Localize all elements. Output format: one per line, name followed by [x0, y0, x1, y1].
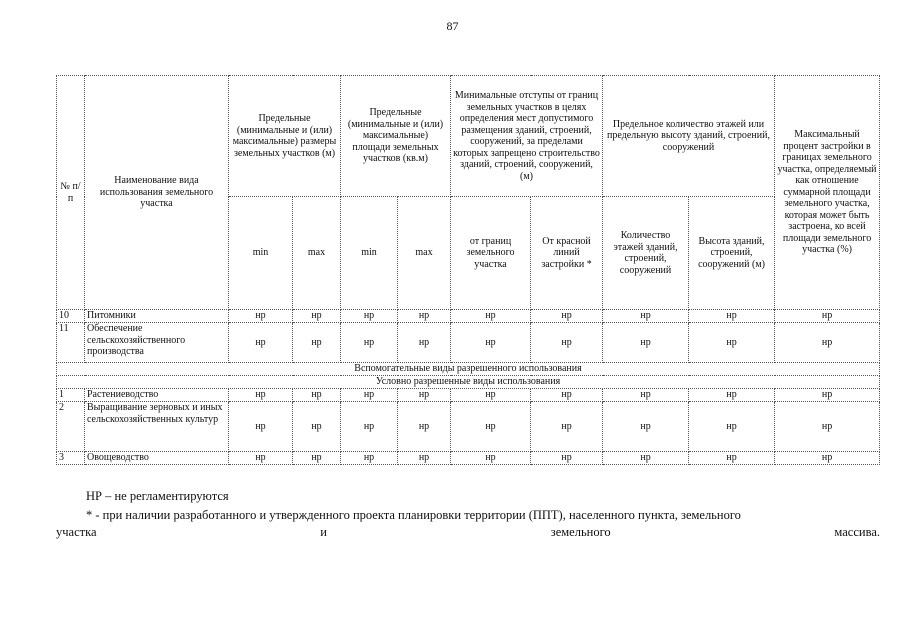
cell-value: нр: [603, 389, 689, 402]
header-area-max: max: [398, 197, 451, 310]
cell-value: нр: [689, 323, 775, 363]
header-setback-border: от границ земельного участка: [451, 197, 531, 310]
note-word: участка: [56, 525, 97, 539]
cell-value: нр: [531, 310, 603, 323]
cell-value: нр: [775, 310, 880, 323]
cell-value: нр: [229, 323, 293, 363]
row-num: 3: [57, 452, 85, 465]
cell-value: нр: [531, 389, 603, 402]
cell-value: нр: [451, 389, 531, 402]
header-area-min: min: [341, 197, 398, 310]
cell-value: нр: [398, 389, 451, 402]
row-num: 2: [57, 402, 85, 452]
cell-value: нр: [451, 323, 531, 363]
table-row: [57, 310, 880, 323]
note-word: массива.: [834, 525, 880, 539]
cell-value: нр: [398, 323, 451, 363]
header-setback: Минимальные отступы от границ земельных участков в целях определения мест допустимого размещения зданий, строений, сооружений, за пределами которых запрещено строительство зданий, строений, сооружений, (м): [451, 76, 603, 197]
cell-value: нр: [293, 402, 341, 452]
header-size-min: min: [229, 197, 293, 310]
cell-value: нр: [603, 452, 689, 465]
cell-value: нр: [229, 310, 293, 323]
cell-value: нр: [689, 310, 775, 323]
cell-value: нр: [689, 452, 775, 465]
cell-value: нр: [603, 402, 689, 452]
cell-value: нр: [775, 389, 880, 402]
header-size-max: max: [293, 197, 341, 310]
row-num: 10: [57, 310, 85, 323]
cell-value: нр: [398, 402, 451, 452]
cell-value: нр: [531, 323, 603, 363]
cell-value: нр: [689, 389, 775, 402]
cell-value: нр: [775, 323, 880, 363]
cell-value: нр: [229, 402, 293, 452]
cell-value: нр: [775, 452, 880, 465]
row-name: Растениеводство: [85, 389, 229, 402]
row-name: Питомники: [85, 310, 229, 323]
table-row: [57, 389, 880, 402]
row-num: 1: [57, 389, 85, 402]
cell-value: нр: [293, 310, 341, 323]
header-floors-count: Количество этажей зданий, строений, сооружений: [603, 197, 689, 310]
cell-value: нр: [341, 402, 398, 452]
section-conditional: Условно разрешенные виды использования: [57, 376, 880, 389]
section-row: [57, 363, 880, 376]
cell-value: нр: [229, 452, 293, 465]
note-asterisk-continuation: [56, 525, 880, 540]
cell-value: нр: [775, 402, 880, 452]
cell-value: нр: [293, 452, 341, 465]
regulations-table: [56, 75, 880, 465]
cell-value: нр: [341, 389, 398, 402]
note-word: и: [320, 525, 327, 539]
cell-value: нр: [451, 310, 531, 323]
section-auxiliary: Вспомогательные виды разрешенного использования: [57, 363, 880, 376]
header-floors: Предельное количество этажей или предельную высоту зданий, строений, сооружений: [603, 76, 775, 197]
row-name: Обеспечение сельскохозяйственного производства: [85, 323, 229, 363]
row-name: Овощеводство: [85, 452, 229, 465]
cell-value: нр: [603, 323, 689, 363]
header-num: № п/п: [57, 76, 85, 310]
table-row: [57, 452, 880, 465]
cell-value: нр: [531, 402, 603, 452]
cell-value: нр: [531, 452, 603, 465]
note-nr: НР – не регламентируются: [86, 489, 229, 503]
cell-value: нр: [603, 310, 689, 323]
note-word: земельного: [550, 525, 611, 539]
cell-value: нр: [341, 310, 398, 323]
header-setback-red: От красной линий застройки *: [531, 197, 603, 310]
header-area: Предельные (минимальные и (или) максимальные) площади земельных участков (кв.м): [341, 76, 451, 197]
header-size: Предельные (минимальные и (или) максимальные) размеры земельных участков (м): [229, 76, 341, 197]
row-num: 11: [57, 323, 85, 363]
header-name: Наименование вида использования земельного участка: [85, 76, 229, 310]
cell-value: нр: [341, 452, 398, 465]
cell-value: нр: [451, 402, 531, 452]
cell-value: нр: [293, 389, 341, 402]
cell-value: нр: [451, 452, 531, 465]
table-row: [57, 323, 880, 363]
table-row: [57, 402, 880, 452]
note-asterisk: * - при наличии разработанного и утвержденного проекта планировки территории (ППТ), населенного пункта, земельного: [86, 508, 741, 522]
cell-value: нр: [398, 310, 451, 323]
cell-value: нр: [689, 402, 775, 452]
page-number: 87: [446, 19, 459, 33]
header-floors-height: Высота зданий, строений, сооружений (м): [689, 197, 775, 310]
header-percent: Максимальный процент застройки в границах земельного участка, определяемый как отношение суммарной площади земельного участка, которая может быть застроена, ко всей площади земельного участка (%): [775, 76, 880, 310]
cell-value: нр: [293, 323, 341, 363]
section-row: [57, 376, 880, 389]
row-name: Выращивание зерновых и иных сельскохозяйственных культур: [85, 402, 229, 452]
cell-value: нр: [398, 452, 451, 465]
cell-value: нр: [229, 389, 293, 402]
cell-value: нр: [341, 323, 398, 363]
